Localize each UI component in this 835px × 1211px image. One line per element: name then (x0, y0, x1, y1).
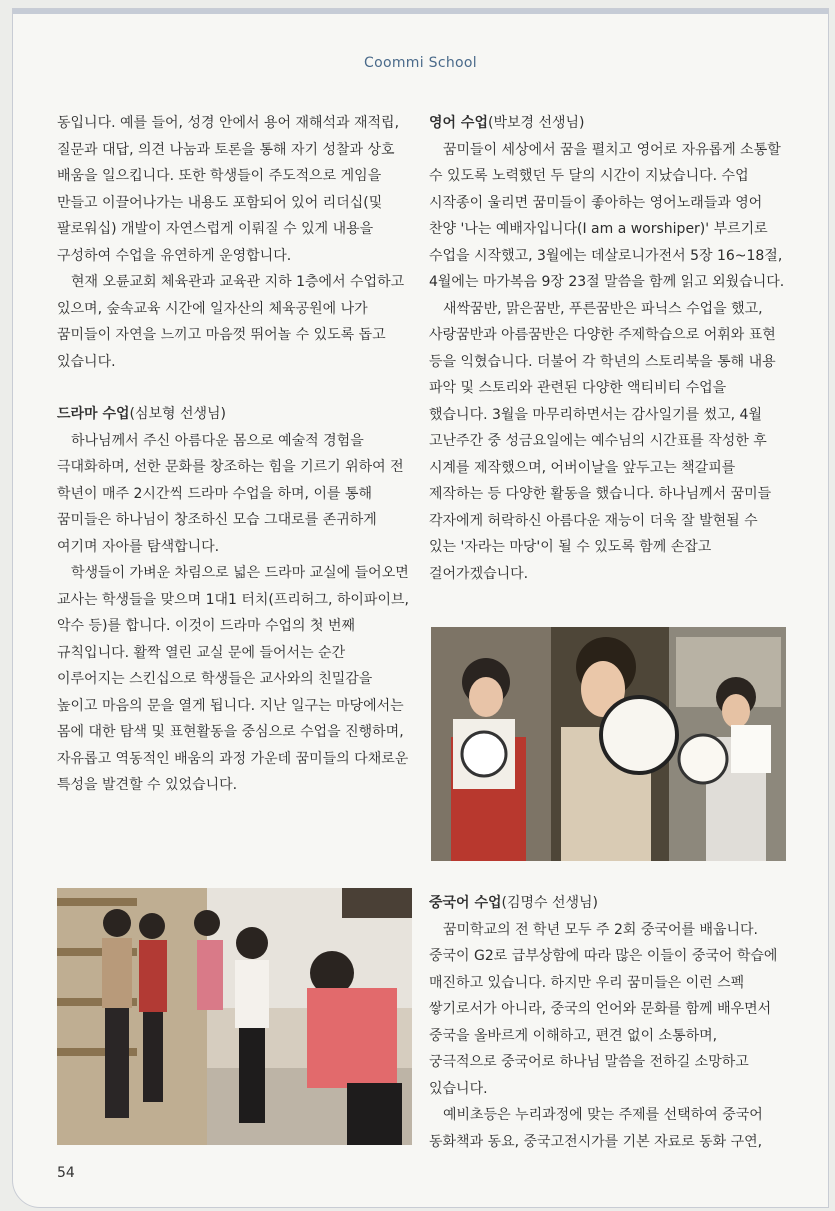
chinese-title: 중국어 수업 (429, 895, 502, 911)
page-header: Coommi School (364, 55, 477, 71)
drama-class-photo (57, 888, 412, 1145)
top-rule (13, 9, 828, 14)
paragraph: 새싹꿈반, 맑은꿈반, 푸른꿈반은 파닉스 수업을 했고, 사랑꿈반과 아름꿈반은 다양한 주제학습으로 어휘와 표현 등을 익혔습니다. 더불어 각 학년의 스토리북을 통해 내용 파악 및 스토리와 관련된 다양한 액티비티 수업을 했습니다. 3월을 마무리하면서는 감사일기를 썼고, 4월 고난주간 중 성금요일에는 예수님의 시간표를 작성한 후 시계를 제작했으며, 어버이날을 앞두고는 책갈피를 제작하는 등 다양한 활동을 했습니다. 하나님께서 꿈미들 각자에게 허락하신 아름다운 재능이 더욱 잘 발현될 수 있는 '자라는 마당'이 될 수 있도록 함께 손잡고 걸어가겠습니다. (429, 300, 776, 582)
drama-title: 드라마 수업 (57, 406, 130, 422)
left-column (57, 110, 413, 799)
paragraph: 학생들이 가벼운 차림으로 넓은 드라마 교실에 들어오면 교사는 학생들을 맞으며 1대1 터치(프리허그, 하이파이브, 악수 등)를 합니다. 이것이 드라마 수업의 첫 번째 규칙입니다. 활짝 열린 교실 문에 들어서는 순간 이루어지는 스킨십으로 학생들은 교사와의 친밀감을 높이고 마음의 문을 열게 됩니다. 지난 일구는 마당에서는 몸에 대한 탐색 및 표현활동을 중심으로 수업을 진행하며, 자유롭고 역동적인 배움의 과정 가운데 꿈미들의 다채로운 특성을 발견할 수 있었습니다. (57, 565, 409, 793)
english-teacher: (박보경 선생님) (487, 115, 585, 131)
drama-teacher: (심보형 선생님) (129, 406, 227, 422)
chinese-teacher: (김명수 선생님) (501, 895, 599, 911)
paragraph: 꿈미학교의 전 학년 모두 주 2회 중국어를 배웁니다. 중국이 G2로 급부상함에 따라 많은 이들이 중국어 학습에 매진하고 있습니다. 하지만 우리 꿈미들은 이런 스펙 쌓기로서가 아니라, 중국의 언어와 문화를 함께 배우면서 중국을 올바르게 이해하고, 편견 없이 소통하며, 궁극적으로 중국어로 하나님 말씀을 전하길 소망하고 있습니다. (429, 921, 778, 1097)
english-class-photo (431, 627, 786, 861)
paragraph: 꿈미들이 세상에서 꿈을 펼치고 영어로 자유롭게 소통할 수 있도록 노력했던 두 달의 시간이 지났습니다. 수업 시작종이 울리면 꿈미들이 좋아하는 영어노래들과 영어 찬양 '나는 예배자입니다(I am a worshiper)' 부르기로 수업을 시작했고, 3월에는 데살로니가전서 5장 16~18절, 4월에는 마가복음 9장 23절 말씀을 함께 읽고 외웠습니다. (429, 141, 785, 290)
right-column-bottom (429, 890, 785, 1155)
paragraph: 하나님께서 주신 아름다운 몸으로 예술적 경험을 극대화하며, 선한 문화를 창조하는 힘을 기르기 위하여 전 학년이 매주 2시간씩 드라마 수업을 하며, 이를 통해 꿈미들은 하나님이 창조하신 모습 그대로를 존귀하게 여기며 자아를 탐색합니다. (57, 432, 404, 555)
page-number: 54 (57, 1165, 75, 1181)
right-column-top (429, 110, 785, 587)
paragraph: 동입니다. 예를 들어, 성경 안에서 용어 재해석과 재적립, 질문과 대답, 의견 나눔과 토론을 통해 자기 성찰과 상호 배움을 일으킵니다. 또한 학생들이 주도적으로 게임을 만들고 이끌어나가는 내용도 포함되어 있어 리더십(및 팔로워십) 개발이 자연스럽게 이뤄질 수 있게 내용을 구성하여 수업을 유연하게 운영합니다. (57, 115, 400, 264)
english-title: 영어 수업 (429, 115, 488, 131)
paragraph: 현재 오륜교회 체육관과 교육관 지하 1층에서 수업하고 있으며, 숲속교육 시간에 일자산의 체육공원에 나가 꿈미들이 자연을 느끼고 마음껏 뛰어놀 수 있도록 돕고 있습니다. (57, 274, 405, 370)
drama-section-heading (57, 401, 413, 428)
chinese-section-heading (429, 890, 785, 917)
magazine-page (12, 8, 829, 1208)
english-section-heading (429, 110, 785, 137)
paragraph: 예비초등은 누리과정에 맞는 주제를 선택하여 중국어 동화책과 동요, 중국고전시가를 기본 자료로 동화 구연, (429, 1107, 763, 1150)
